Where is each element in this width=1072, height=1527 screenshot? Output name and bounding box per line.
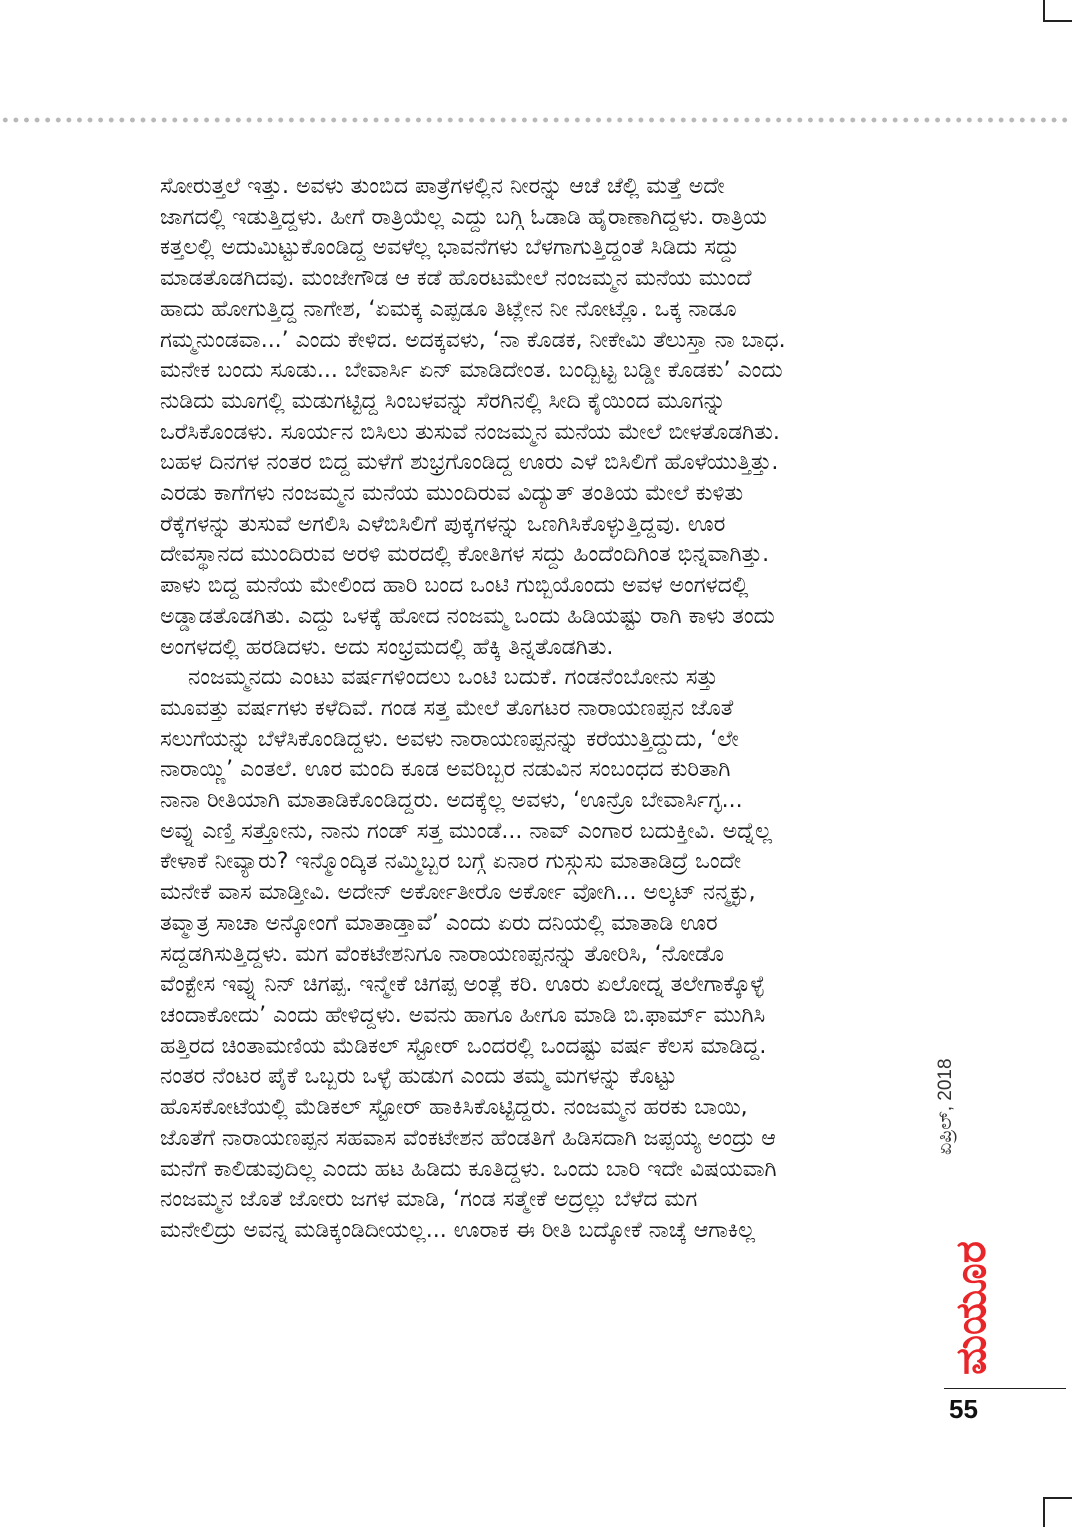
magazine-logo: ಮಯೂರ: [946, 1241, 995, 1375]
crop-mark-top: [1043, 0, 1072, 22]
text-line: ಬಹಳ ದಿನಗಳ ನಂತರ ಬಿದ್ದ ಮಳೆಗೆ ಶುಭ್ರಗೊಂಡಿದ್ದ ಊರು ಎಳೆ ಬಿಸಿಲಿಗೆ ಹೊಳೆಯುತ್ತಿತ್ತು.: [160, 450, 779, 476]
text-line: ನಾರಾಯ್ಣಿ’ ಎಂತಲೆ. ಊರ ಮಂದಿ ಕೂಡ ಅವರಿಬ್ಬರ ನಡುವಿನ ಸಂಬಂಧದ ಕುರಿತಾಗಿ: [160, 757, 731, 783]
text-line: ಮನೆಗೆ ಕಾಲಿಡುವುದಿಲ್ಲ ಎಂದು ಹಟ ಹಿಡಿದು ಕೂತಿದ್ದಳು. ಒಂದು ಬಾರಿ ಇದೇ ವಿಷಯವಾಗಿ: [160, 1156, 777, 1182]
text-line: ಮೂವತ್ತು ವರ್ಷಗಳು ಕಳೆದಿವೆ. ಗಂಡ ಸತ್ತ ಮೇಲೆ ತೊಗಟರ ನಾರಾಯಣಪ್ಪನ ಜೊತೆ: [160, 695, 734, 721]
text-line: ಒರೆಸಿಕೊಂಡಳು. ಸೂರ್ಯನ ಬಿಸಿಲು ತುಸುವೆ ನಂಜಮ್ಮನ ಮನೆಯ ಮೇಲೆ ಬೀಳತೊಡಗಿತು.: [160, 419, 780, 445]
text-line: ಕೇಳಾಕೆ ನೀವ್ಯಾರು? ಇನ್ಮೊಂದ್ಕಿತ ನಮ್ಮಿಬ್ಬರ ಬಗ್ಗೆ ಏನಾರ ಗುಸ್ಗುಸು ಮಾತಾಡಿದ್ರೆ ಒಂದೇ: [160, 849, 742, 875]
text-line: ಸದ್ದಡಗಿಸುತ್ತಿದ್ದಳು. ಮಗ ವೆಂಕಟೇಶನಿಗೂ ನಾರಾಯಣಪ್ಪನನ್ನು ತೋರಿಸಿ, ‘ನೋಡೊ: [160, 941, 724, 967]
text-line: ಸಲುಗೆಯನ್ನು ಬೆಳೆಸಿಕೊಂಡಿದ್ದಳು. ಅವಳು ನಾರಾಯಣಪ್ಪನನ್ನು ಕರೆಯುತ್ತಿದ್ದುದು, ‘ಲೇ: [160, 726, 739, 752]
page-number-rule: [944, 1388, 1066, 1389]
crop-mark-bottom: [1043, 1497, 1072, 1527]
text-line: ವೆಂಕ್ಟೇಸ ಇವ್ನು ನಿನ್ ಚಿಗಪ್ಪ. ಇನ್ಮೇಕೆ ಚಿಗಪ್ಪ ಅಂತ್ಲೆ ಕರಿ. ಊರು ಏಲೋದ್ನ ತಲೇಗಾಕ್ಕೊಳ್ಳೆ: [160, 972, 765, 998]
text-line: ದೇವಸ್ಥಾನದ ಮುಂದಿರುವ ಅರಳಿ ಮರದಲ್ಲಿ ಕೋತಿಗಳ ಸದ್ದು ಹಿಂದೆಂದಿಗಿಂತ ಭಿನ್ನವಾಗಿತ್ತು.: [160, 542, 770, 568]
text-line: ಹತ್ತಿರದ ಚಿಂತಾಮಣಿಯ ಮೆಡಿಕಲ್ ಸ್ಟೋರ್ ಒಂದರಲ್ಲಿ ಒಂದಷ್ಟು ವರ್ಷ ಕೆಲಸ ಮಾಡಿದ್ದ.: [160, 1033, 767, 1059]
issue-date: ಏಪ್ರಿಲ್, 2018: [935, 1058, 956, 1155]
text-line: ತವ್ಮಾತ್ರ ಸಾಚಾ ಅನ್ಕೋಂಗೆ ಮಾತಾಡ್ತಾವೆ’ ಎಂದು ಏರು ದನಿಯಲ್ಲಿ ಮಾತಾಡಿ ಊರ: [160, 910, 718, 936]
text-line: ಅಡ್ಡಾಡತೊಡಗಿತು. ಎದ್ದು ಒಳಕ್ಕೆ ಹೋದ ನಂಜಮ್ಮ ಒಂದು ಹಿಡಿಯಷ್ಟು ರಾಗಿ ಕಾಳು ತಂದು: [160, 603, 775, 629]
text-line: ಅಂಗಳದಲ್ಲಿ ಹರಡಿದಳು. ಅದು ಸಂಭ್ರಮದಲ್ಲಿ ಹೆಕ್ಕಿ ತಿನ್ನತೊಡಗಿತು.: [160, 634, 614, 660]
text-line: ಹಾದು ಹೋಗುತ್ತಿದ್ದ ನಾಗೇಶ, ‘ಏಮಕ್ಕ ಎಪ್ಪಡೂ ತಿಟ್ಲೇನ ನೀ ನೋಟ್ಲೊ. ಒಕ್ಕ ನಾಡೂ: [160, 296, 737, 322]
text-line: ಚಂದಾಕೋದು’ ಎಂದು ಹೇಳಿದ್ದಳು. ಅವನು ಹಾಗೂ ಹೀಗೂ ಮಾಡಿ ಬಿ.ಫಾರ್ಮ್ ಮುಗಿಸಿ: [160, 1002, 766, 1028]
text-line: ಪಾಳು ಬಿದ್ದ ಮನೆಯ ಮೇಲಿಂದ ಹಾರಿ ಬಂದ ಒಂಟಿ ಗುಬ್ಬಿಯೊಂದು ಅವಳ ಅಂಗಳದಲ್ಲಿ: [160, 573, 749, 599]
text-line: ನಂಜಮ್ಮನದು ಎಂಟು ವರ್ಷಗಳಿಂದಲು ಒಂಟಿ ಬದುಕೆ. ಗಂಡನೆಂಬೋನು ಸತ್ತು: [188, 665, 718, 691]
dotted-header-rule: [0, 117, 1072, 123]
text-line: ಕತ್ತಲಲ್ಲಿ ಅದುಮಿಟ್ಟುಕೊಂಡಿದ್ದ ಅವಳೆಲ್ಲ ಭಾವನೆಗಳು ಬೆಳಗಾಗುತ್ತಿದ್ದಂತೆ ಸಿಡಿದು ಸದ್ದು: [160, 235, 740, 261]
text-line: ಸೋರುತ್ತಲೆ ಇತ್ತು. ಅವಳು ತುಂಬಿದ ಪಾತ್ರೆಗಳಲ್ಲಿನ ನೀರನ್ನು ಆಚೆ ಚೆಲ್ಲಿ ಮತ್ತೆ ಅದೇ: [160, 174, 725, 199]
text-line: ಮಾಡತೊಡಗಿದವು. ಮಂಜೇಗೌಡ ಆ ಕಡೆ ಹೊರಟಮೇಲೆ ನಂಜಮ್ಮನ ಮನೆಯ ಮುಂದೆ: [160, 266, 752, 292]
text-line: ನಂಜಮ್ಮನ ಜೊತೆ ಜೋರು ಜಗಳ ಮಾಡಿ, ‘ಗಂಡ ಸತ್ಮೇಕೆ ಅದ್ರಲ್ಲು ಬೆಳೆದ ಮಗ: [160, 1187, 698, 1213]
text-line: ಮನೇಕೆ ವಾಸ ಮಾಡ್ತೀವಿ. ಅದೇನ್ ಅರ್ಕೋತೀರೊ ಅರ್ಕೋ ವೋಗಿ... ಅಲ್ಕಟ್ ನನ್ಮಕ್ಳು,: [160, 880, 756, 906]
text-line: ಎರಡು ಕಾಗೆಗಳು ನಂಜಮ್ಮನ ಮನೆಯ ಮುಂದಿರುವ ವಿದ್ಯುತ್ ತಂತಿಯ ಮೇಲೆ ಕುಳಿತು: [160, 481, 744, 507]
text-line: ನಾನಾ ರೀತಿಯಾಗಿ ಮಾತಾಡಿಕೊಂಡಿದ್ದರು. ಅದಕ್ಕೆಲ್ಲ ಅವಳು, ‘ಊನ್ರೊ ಬೇವಾರ್ಸಿಗ್ಳ...: [160, 788, 743, 814]
page-number: 55: [949, 1394, 978, 1424]
text-line: ಜೊತೆಗೆ ನಾರಾಯಣಪ್ಪನ ಸಹವಾಸ ವೆಂಕಟೇಶನ ಹೆಂಡತಿಗೆ ಹಿಡಿಸದಾಗಿ ಜಪ್ಪಯ್ಯ ಅಂದ್ರು ಆ: [160, 1125, 776, 1151]
text-line: ಮನೇಕ ಬಂದು ಸೂಡು... ಬೇವಾರ್ಸಿ ಏನ್ ಮಾಡಿದೇಂತ. ಬಂದ್ಬಿಟ್ಟ ಬಡ್ಡೀ ಕೊಡಕು’ ಎಂದು: [160, 358, 783, 384]
text-line: ಮನೇಲಿದ್ರು ಅವನ್ನ ಮಡಿಕ್ಕಂಡಿದೀಯಲ್ಲ... ಊರಾಕ ಈ ರೀತಿ ಬದ್ಕೋಕೆ ನಾಚ್ಕೆ ಆಗಾಕಿಲ್ಲ: [160, 1217, 756, 1243]
text-line: ಜಾಗದಲ್ಲಿ ಇಡುತ್ತಿದ್ದಳು. ಹೀಗೆ ರಾತ್ರಿಯೆಲ್ಲ ಎದ್ದು ಬಗ್ಗಿ ಓಡಾಡಿ ಹೈರಾಣಾಗಿದ್ದಳು. ರಾತ್ರಿಯ: [160, 204, 767, 230]
text-line: ಅವ್ನು ಎಣ್ತಿ ಸತ್ತೋನು, ನಾನು ಗಂಡ್ ಸತ್ತ ಮುಂಡೆ... ನಾವ್ ಎಂಗಾರ ಬದುಕ್ತೀವಿ. ಅದ್ನೆಲ್ಲ: [160, 818, 772, 844]
text-line: ಗಮ್ಮನುಂಡವಾ...’ ಎಂದು ಕೇಳಿದ. ಅದಕ್ಕವಳು, ‘ನಾ ಕೊಡಕ, ನೀಕೇಮಿ ತೆಲುಸ್ತಾ ನಾ ಬಾಧ.: [160, 327, 786, 353]
text-line: ನುಡಿದು ಮೂಗಲ್ಲಿ ಮಡುಗಟ್ಟಿದ್ದ ಸಿಂಬಳವನ್ನು ಸೆರಗಿನಲ್ಲಿ ಸೀದಿ ಕೈಯಿಂದ ಮೂಗನ್ನು: [160, 388, 726, 414]
text-line: ಹೊಸಕೋಟೆಯಲ್ಲಿ ಮೆಡಿಕಲ್ ಸ್ಟೋರ್ ಹಾಕಿಸಿಕೊಟ್ಟಿದ್ದರು. ನಂಜಮ್ಮನ ಹರಕು ಬಾಯಿ,: [160, 1095, 748, 1121]
article-body: [160, 172, 920, 1247]
text-line: ರೆಕ್ಕೆಗಳನ್ನು ತುಸುವೆ ಅಗಲಿಸಿ ಎಳೆಬಿಸಿಲಿಗೆ ಪುಕ್ಕಗಳನ್ನು ಒಣಗಿಸಿಕೊಳ್ಳುತ್ತಿದ್ದವು. ಊರ: [160, 511, 726, 537]
text-line: ನಂತರ ನೆಂಟರ ಪೈಕೆ ಒಬ್ಬರು ಒಳ್ಳೆ ಹುಡುಗ ಎಂದು ತಮ್ಮ ಮಗಳನ್ನು ಕೊಟ್ಟು: [160, 1064, 677, 1090]
